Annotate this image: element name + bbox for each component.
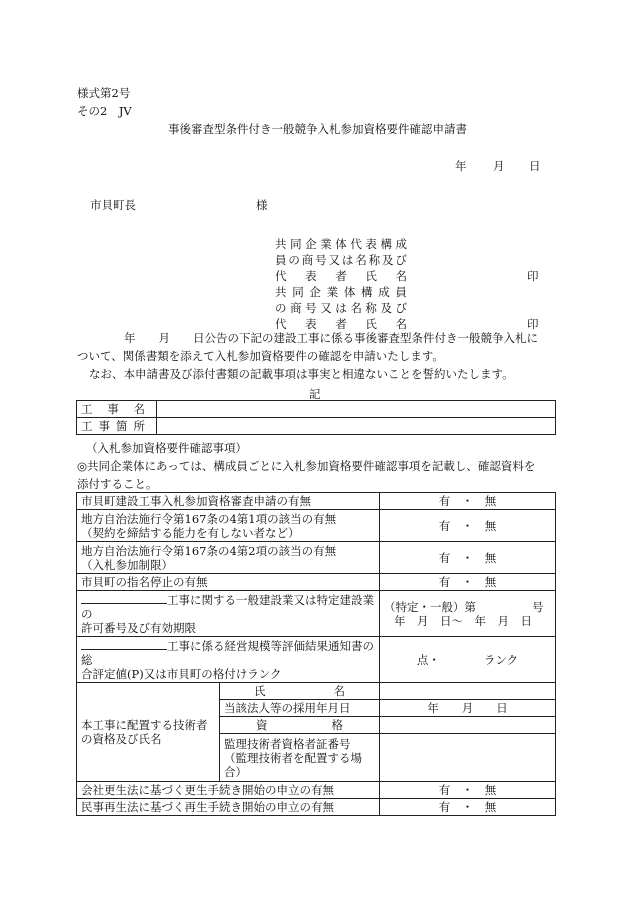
- applicant-rep-label-line3: 代 表 者 氏 名: [275, 269, 407, 283]
- req-row-license: 工事に関する一般建設業又は特定建設業の 許可番号及び有効期限 （特定・一般）第 号 年 月 日〜 年 月 日: [77, 591, 556, 637]
- req-row-engineer-name: 本工事に配置する技術者 の資格及び氏名 氏 名: [77, 683, 556, 700]
- req-row-civil-rehab: 民事再生法に基づく再生手続き開始の申立の有無 有 ・ 無: [77, 799, 556, 816]
- applicant-member-label-line2: の 商 号 又 は 名 称 及 び: [275, 301, 407, 315]
- form-number: 様式第2号: [77, 86, 131, 100]
- suspension-yes-no[interactable]: 有 ・ 無: [380, 574, 556, 591]
- date-day: 日: [529, 159, 541, 173]
- req-row-corporate-reorg: 会社更生法に基づく更生手続き開始の申立の有無 有 ・ 無: [77, 782, 556, 799]
- addressee-honorific: 様: [256, 198, 268, 212]
- hire-date-value[interactable]: 年 月 日: [380, 700, 556, 717]
- qualification-value[interactable]: [380, 717, 556, 734]
- body-paragraph-2: なお、本申請書及び添付書類の記載事項は事実と相違ないことを誓約いたします。: [89, 367, 514, 381]
- applicant-rep-label-line2: 員 の 商 号 又 は 名 称 及 び: [275, 253, 407, 267]
- req-row-qualification: 資 格: [77, 717, 556, 734]
- body-paragraph-1-line1: 年 月 日公告の下記の建設工事に係る事後審査型条件付き一般競争入札に: [124, 331, 538, 345]
- document-title: 事後審査型条件付き一般競争入札参加資格要件確認申請書: [168, 122, 467, 136]
- civil-rehab-yes-no[interactable]: 有 ・ 無: [380, 799, 556, 816]
- section-title: （入札参加資格要件確認事項）: [86, 441, 247, 455]
- engineer-name-value[interactable]: [380, 683, 556, 700]
- req-row-certificate: 監理技術者資格者証番号 （監理技術者を配置する場 合）: [77, 734, 556, 782]
- note-line1: ◎共同企業体にあっては、構成員ごとに入札参加資格要件確認事項を記載し、確認資料を: [77, 459, 536, 473]
- req-row-hire-date: 当該法人等の採用年月日 年 月 日: [77, 700, 556, 717]
- license-work-blank[interactable]: [81, 592, 167, 604]
- work-name-label: 工 事 名: [77, 401, 157, 418]
- addressee-name: 市貝町長: [90, 198, 136, 212]
- work-info-table: [76, 400, 556, 435]
- note-line2: 添付すること。: [77, 477, 158, 491]
- license-value[interactable]: （特定・一般）第 号 年 月 日〜 年 月 日: [380, 591, 556, 637]
- date-year: 年: [455, 159, 467, 173]
- evaluation-work-blank[interactable]: [81, 638, 167, 650]
- work-name-value[interactable]: [157, 401, 556, 418]
- requirements-table: [76, 492, 556, 816]
- date-month: 月: [493, 159, 505, 173]
- article-1-yes-no[interactable]: 有 ・ 無: [380, 510, 556, 542]
- req-row-suspension: 市貝町の指名停止の有無 有 ・ 無: [77, 574, 556, 591]
- article-2-yes-no[interactable]: 有 ・ 無: [380, 542, 556, 574]
- body-paragraph-1-line2: ついて、関係書類を添えて入札参加資格要件の確認を申請いたします。: [77, 349, 444, 363]
- work-place-value[interactable]: [157, 418, 556, 435]
- engineer-label: 本工事に配置する技術者 の資格及び氏名: [77, 683, 220, 782]
- req-row-registration: 市貝町建設工事入札参加資格審査申請の有無 有 ・ 無: [77, 493, 556, 510]
- form-sub-number: その2 JV: [77, 104, 132, 118]
- applicant-member-label-line1: 共 同 企 業 体 構 成 員: [275, 285, 407, 299]
- evaluation-value[interactable]: 点・ ランク: [380, 637, 556, 683]
- applicant-rep-label-line1: 共 同 企 業 体 代 表 構 成: [275, 237, 407, 251]
- work-place-label: 工 事 箇 所: [77, 418, 157, 435]
- corporate-reorg-yes-no[interactable]: 有 ・ 無: [380, 782, 556, 799]
- registration-yes-no[interactable]: 有 ・ 無: [380, 493, 556, 510]
- ki-heading: 記: [309, 387, 321, 401]
- certificate-value[interactable]: [380, 734, 556, 782]
- applicant-member-label-line3: 代 表 者 氏 名: [275, 317, 407, 331]
- req-row-evaluation: 工事に係る経営規模等評価結果通知書の総 合評定値(P)又は市貝町の格付けランク 点・ ランク: [77, 637, 556, 683]
- member-seal-mark: 印: [527, 317, 539, 331]
- rep-seal-mark: 印: [527, 269, 539, 283]
- req-row-article-2: 地方自治法施行令第167条の4第2項の該当の有無 （入札参加制限） 有 ・ 無: [77, 542, 556, 574]
- req-row-article-1: 地方自治法施行令第167条の4第1項の該当の有無 （契約を締結する能力を有しない者など） 有 ・ 無: [77, 510, 556, 542]
